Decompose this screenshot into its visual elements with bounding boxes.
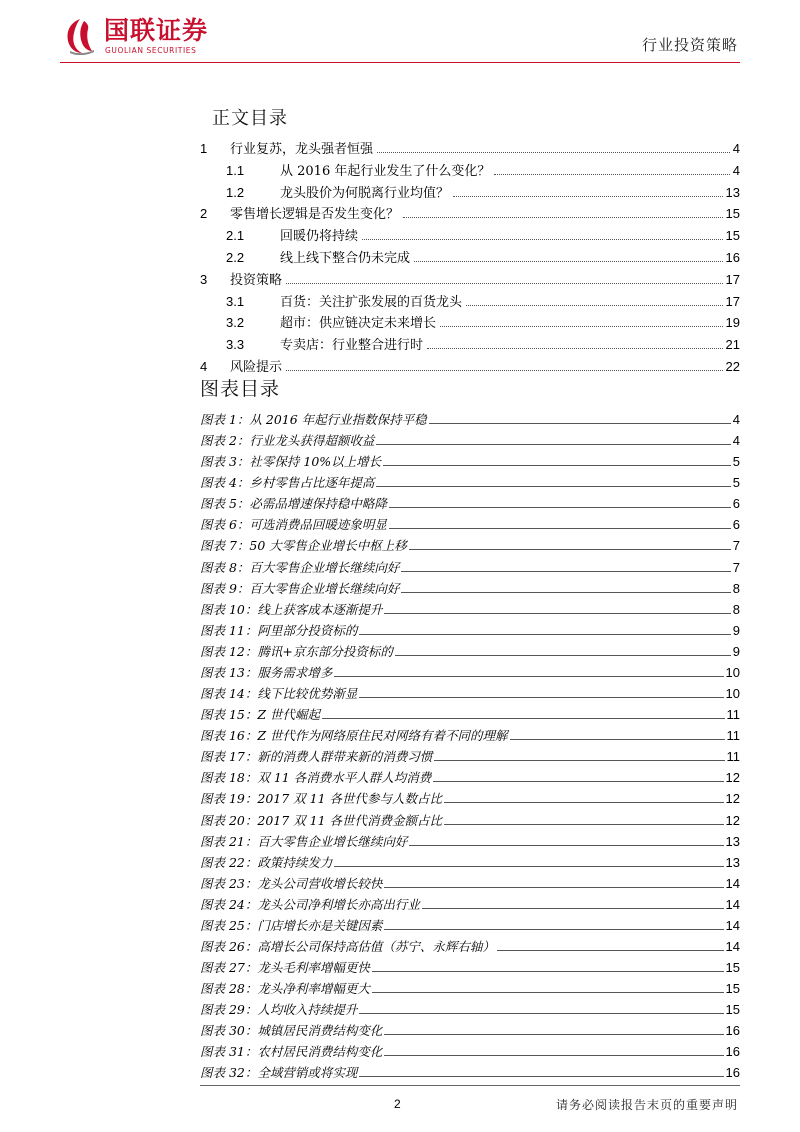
- figure-entry-page: 14: [725, 875, 740, 891]
- toc-entry-number: 2: [200, 206, 208, 222]
- figure-entry-page: 5: [732, 454, 740, 470]
- toc-leader-dots: [494, 174, 729, 175]
- figure-leader-line: [359, 1013, 723, 1014]
- figure-leader-line: [444, 802, 724, 803]
- toc-entry-label: 行业复苏，龙头强者恒强: [230, 142, 374, 157]
- figure-entry-label: 图表 30：城镇居民消费结构变化: [200, 1023, 383, 1039]
- figure-entry-page: 15: [725, 981, 740, 997]
- logo-mark-icon: [62, 17, 98, 55]
- header-title: 行业投资策略: [641, 36, 738, 54]
- figure-leader-line: [422, 908, 724, 909]
- figure-entry[interactable]: [200, 475, 740, 491]
- figure-entry-label: 图表 22：政策持续发力: [200, 854, 333, 870]
- toc-leader-dots: [286, 283, 723, 284]
- figure-entry[interactable]: [200, 581, 740, 597]
- figure-entry-page: 15: [725, 1002, 740, 1018]
- figure-leader-line: [384, 1055, 723, 1056]
- figure-entry[interactable]: [200, 623, 740, 639]
- toc-entry-page: 13: [725, 184, 740, 200]
- figure-entry[interactable]: [200, 876, 740, 892]
- figure-entry[interactable]: [200, 981, 740, 997]
- figure-entry[interactable]: [200, 813, 740, 829]
- toc-entry-label: 百货：关注扩张发展的百货龙头: [280, 294, 463, 310]
- figure-leader-line: [395, 655, 731, 656]
- figure-leader-line: [384, 1034, 723, 1035]
- figure-leader-line: [510, 739, 725, 740]
- toc-leader-dots: [403, 217, 723, 218]
- toc-entry-number: 2.1: [226, 228, 245, 244]
- toc-entry-label: 超市：供应链决定未来增长: [280, 316, 437, 332]
- figure-entry[interactable]: [200, 665, 740, 681]
- header-divider: [60, 62, 740, 63]
- figure-leader-line: [429, 423, 731, 424]
- figure-leader-line: [384, 613, 730, 614]
- toc-leader-dots: [414, 261, 723, 262]
- figure-entry-page: 5: [732, 475, 740, 491]
- figure-leader-line: [444, 824, 724, 825]
- toc-entry-page: 4: [732, 162, 740, 178]
- toc-entry-number: 3.1: [226, 293, 245, 309]
- toc-entry[interactable]: [226, 337, 740, 354]
- figure-entry-page: 12: [725, 812, 740, 828]
- toc-entry-page: 16: [725, 250, 740, 265]
- figure-entry-label: 图表 4：乡村零售占比逐年提高: [200, 475, 375, 491]
- page-number: 2: [394, 1097, 401, 1111]
- figure-entry-label: 图表 14：线下比较优势渐显: [200, 686, 358, 702]
- figure-entry[interactable]: [200, 749, 740, 765]
- figure-entry-label: 图表 7：50 大零售企业增长中枢上移: [200, 538, 407, 554]
- figure-leader-line: [359, 697, 723, 698]
- figure-entry[interactable]: [200, 538, 740, 554]
- figure-entry-label: 图表 18：双 11 各消费水平人群人均消费: [200, 770, 432, 786]
- figure-leader-line: [433, 781, 723, 782]
- figure-entry-label: 图表 20：2017 双 11 各世代消费金额占比: [200, 812, 443, 828]
- figure-entry-page: 11: [726, 728, 740, 744]
- figure-entry-label: 图表 27：龙头毛利率增幅更快: [200, 960, 370, 976]
- figure-entry-label: 图表 21：百大零售企业增长继续向好: [200, 833, 408, 849]
- figure-entry-page: 12: [725, 791, 740, 807]
- figure-entry[interactable]: [200, 728, 740, 744]
- toc-entry-page: 4: [732, 141, 740, 156]
- figure-entry-page: 12: [725, 770, 740, 786]
- figure-entry[interactable]: [200, 1065, 740, 1081]
- figure-entry[interactable]: [200, 560, 740, 576]
- figure-entry[interactable]: [200, 707, 740, 723]
- figure-entry[interactable]: [200, 960, 740, 976]
- figure-entry-page: 6: [732, 517, 740, 533]
- toc-entry-page: 21: [725, 337, 740, 353]
- page-header: [0, 0, 800, 66]
- figure-entry-label: 图表 23：龙头公司营收增长较快: [200, 875, 383, 891]
- figure-leader-line: [409, 845, 723, 846]
- figure-entry-label: 图表 15：Z 世代崛起: [200, 707, 321, 723]
- figure-entry-page: 14: [725, 917, 740, 933]
- figure-entry-page: 14: [725, 896, 740, 912]
- toc-entry[interactable]: [200, 141, 740, 158]
- figure-leader-line: [383, 465, 731, 466]
- figure-entry-page: 11: [726, 749, 740, 765]
- figure-leader-line: [334, 866, 723, 867]
- logo-chinese-name: 国联证券: [104, 16, 209, 45]
- toc-leader-dots: [453, 196, 723, 197]
- toc-entry-label: 零售增长逻辑是否发生变化？: [230, 207, 400, 223]
- figure-entry-label: 图表 2：行业龙头获得超额收益: [200, 433, 375, 449]
- toc-leader-dots: [466, 305, 723, 306]
- figure-entry-label: 图表 29：人均收入持续提升: [200, 1002, 358, 1018]
- figure-entry-label: 图表 9：百大零售企业增长继续向好: [200, 580, 400, 596]
- figure-leader-line: [322, 718, 724, 719]
- figure-leader-line: [384, 929, 723, 930]
- figure-entry-label: 图表 10：线上获客成本逐渐提升: [200, 601, 383, 617]
- toc-entry-label: 回暖仍将持续: [280, 229, 359, 245]
- figure-leader-line: [359, 634, 730, 635]
- figure-entry[interactable]: [200, 496, 740, 512]
- figure-entry-label: 图表 31：农村居民消费结构变化: [200, 1044, 383, 1060]
- figure-entry[interactable]: [200, 517, 740, 533]
- toc-entry[interactable]: [226, 315, 740, 332]
- toc-entry[interactable]: [226, 228, 740, 245]
- company-logo: [62, 17, 272, 57]
- toc-entry-number: 4: [200, 359, 208, 374]
- toc-entry-page: 19: [725, 315, 740, 331]
- toc-leader-dots: [427, 348, 723, 349]
- figure-entry[interactable]: [200, 454, 740, 470]
- figure-entry-label: 图表 24：龙头公司净利增长亦高出行业: [200, 896, 420, 912]
- toc-leader-dots: [362, 239, 723, 240]
- figure-entry[interactable]: [200, 433, 740, 449]
- figure-entry-page: 10: [725, 664, 740, 680]
- toc-entry-label: 专卖店：行业整合进行时: [280, 338, 424, 354]
- toc-entry[interactable]: [226, 163, 740, 180]
- figure-entry[interactable]: [200, 602, 740, 618]
- figure-entry-label: 图表 12：腾讯+京东部分投资标的: [200, 643, 393, 659]
- figure-entry-label: 图表 1：从 2016 年起行业指数保持平稳: [200, 412, 427, 427]
- figure-leader-line: [401, 592, 730, 593]
- figure-entry-page: 16: [725, 1023, 740, 1039]
- figure-entry[interactable]: [200, 644, 740, 660]
- figure-entry-page: 13: [725, 854, 740, 870]
- figure-entry-page: 10: [725, 686, 740, 702]
- figure-entry-label: 图表 5：必需品增速保持稳中略降: [200, 496, 387, 512]
- figure-entry[interactable]: [200, 686, 740, 702]
- toc-entry-label: 线上线下整合仍未完成: [280, 251, 411, 266]
- toc-entry-label: 从 2016 年起行业发生了什么变化？: [280, 163, 491, 179]
- toc-entry-page: 22: [725, 359, 740, 374]
- figure-entry-page: 4: [732, 433, 740, 449]
- figure-leader-line: [334, 676, 723, 677]
- figure-leader-line: [401, 571, 730, 572]
- figure-entry-label: 图表 6：可选消费品回暖迹象明显: [200, 517, 387, 533]
- figure-entry-page: 13: [725, 833, 740, 849]
- figure-entry-label: 图表 25：门店增长亦是关键因素: [200, 917, 383, 933]
- figure-entry-label: 图表 3：社零保持 10%以上增长: [200, 454, 382, 470]
- figure-entry-page: 8: [732, 580, 740, 596]
- toc-entry[interactable]: [200, 272, 740, 289]
- figure-leader-line: [376, 444, 730, 445]
- figure-entry-page: 7: [732, 538, 740, 554]
- figure-entry[interactable]: [200, 1044, 740, 1060]
- figure-entry-page: 9: [732, 643, 740, 659]
- figure-entry-page: 14: [725, 939, 740, 954]
- toc-entry-page: 17: [725, 293, 740, 309]
- toc-entry-label: 风险提示: [230, 360, 283, 375]
- figure-entry[interactable]: [200, 770, 740, 786]
- figure-entry[interactable]: [200, 1023, 740, 1039]
- toc-entry-number: 1: [200, 141, 208, 156]
- figure-entry-label: 图表 26：高增长公司保持高估值（苏宁、永辉右轴）: [200, 939, 495, 954]
- figure-entry[interactable]: [200, 855, 740, 871]
- toc-leader-dots: [286, 370, 723, 371]
- footer-disclaimer: 请务必阅读报告末页的重要声明: [555, 1098, 738, 1112]
- toc-leader-dots: [377, 152, 730, 153]
- figure-entry-page: 9: [732, 622, 740, 638]
- toc-entry[interactable]: [226, 294, 740, 311]
- figure-entry-page: 11: [726, 707, 740, 723]
- figure-leader-line: [384, 887, 723, 888]
- figure-leader-line: [434, 760, 724, 761]
- figure-leader-line: [389, 507, 731, 508]
- figure-entry-page: 7: [732, 559, 740, 575]
- figure-leader-line: [372, 971, 724, 972]
- figure-entry-page: 16: [725, 1065, 740, 1081]
- figure-entry-page: 15: [725, 960, 740, 976]
- figure-leader-line: [372, 992, 724, 993]
- toc-leader-dots: [440, 326, 723, 327]
- toc-entry-page: 15: [725, 206, 740, 222]
- toc-entry-number: 3: [200, 271, 208, 287]
- toc-title: 正文目录: [212, 108, 288, 129]
- toc-entry-label: 龙头股价为何脱离行业均值？: [280, 185, 450, 201]
- figure-entry-label: 图表 8：百大零售企业增长继续向好: [200, 559, 400, 575]
- figure-leader-line: [389, 528, 731, 529]
- figure-entry-page: 4: [732, 412, 740, 427]
- figure-entry-label: 图表 17：新的消费人群带来新的消费习惯: [200, 749, 433, 765]
- toc-entry[interactable]: [226, 250, 740, 267]
- figure-leader-line: [359, 1076, 723, 1077]
- toc-entry-page: 15: [725, 228, 740, 244]
- logo-english-name: GUOLIAN SECURITIES: [105, 46, 197, 55]
- toc-entry-number: 1.2: [226, 184, 245, 200]
- figure-entry[interactable]: [200, 791, 740, 807]
- toc-entry-number: 2.2: [226, 250, 245, 265]
- figure-entry-page: 6: [732, 496, 740, 512]
- footer-divider: [200, 1085, 740, 1086]
- figures-title: 图表目录: [200, 378, 281, 400]
- figure-entry-label: 图表 13：服务需求增多: [200, 664, 333, 680]
- toc-entry-label: 投资策略: [230, 272, 283, 288]
- figure-entry[interactable]: [200, 834, 740, 850]
- toc-entry-number: 3.2: [226, 315, 245, 331]
- toc-entry[interactable]: [200, 359, 740, 376]
- figure-entry-page: 16: [725, 1044, 740, 1060]
- figure-entry[interactable]: [200, 1002, 740, 1018]
- figure-entry-label: 图表 16：Z 世代作为网络原住民对网络有着不同的理解: [200, 728, 508, 744]
- figure-leader-line: [376, 486, 730, 487]
- figure-entry[interactable]: [200, 939, 740, 955]
- figure-entry-label: 图表 19：2017 双 11 各世代参与人数占比: [200, 791, 443, 807]
- figure-entry-label: 图表 11：阿里部分投资标的: [200, 622, 358, 638]
- figure-entry[interactable]: [200, 412, 740, 428]
- figure-leader-line: [497, 950, 724, 951]
- toc-entry-page: 17: [725, 271, 740, 287]
- toc-entry[interactable]: [226, 185, 740, 202]
- figure-entry[interactable]: [200, 897, 740, 913]
- figure-entry-page: 8: [732, 601, 740, 617]
- figure-entry[interactable]: [200, 918, 740, 934]
- figure-leader-line: [409, 549, 731, 550]
- toc-entry-number: 1.1: [226, 162, 245, 178]
- toc-entry[interactable]: [200, 206, 740, 223]
- figure-entry-label: 图表 28：龙头净利率增幅更大: [200, 981, 370, 997]
- figure-entry-label: 图表 32：全域营销或将实现: [200, 1065, 358, 1081]
- toc-entry-number: 3.3: [226, 337, 245, 353]
